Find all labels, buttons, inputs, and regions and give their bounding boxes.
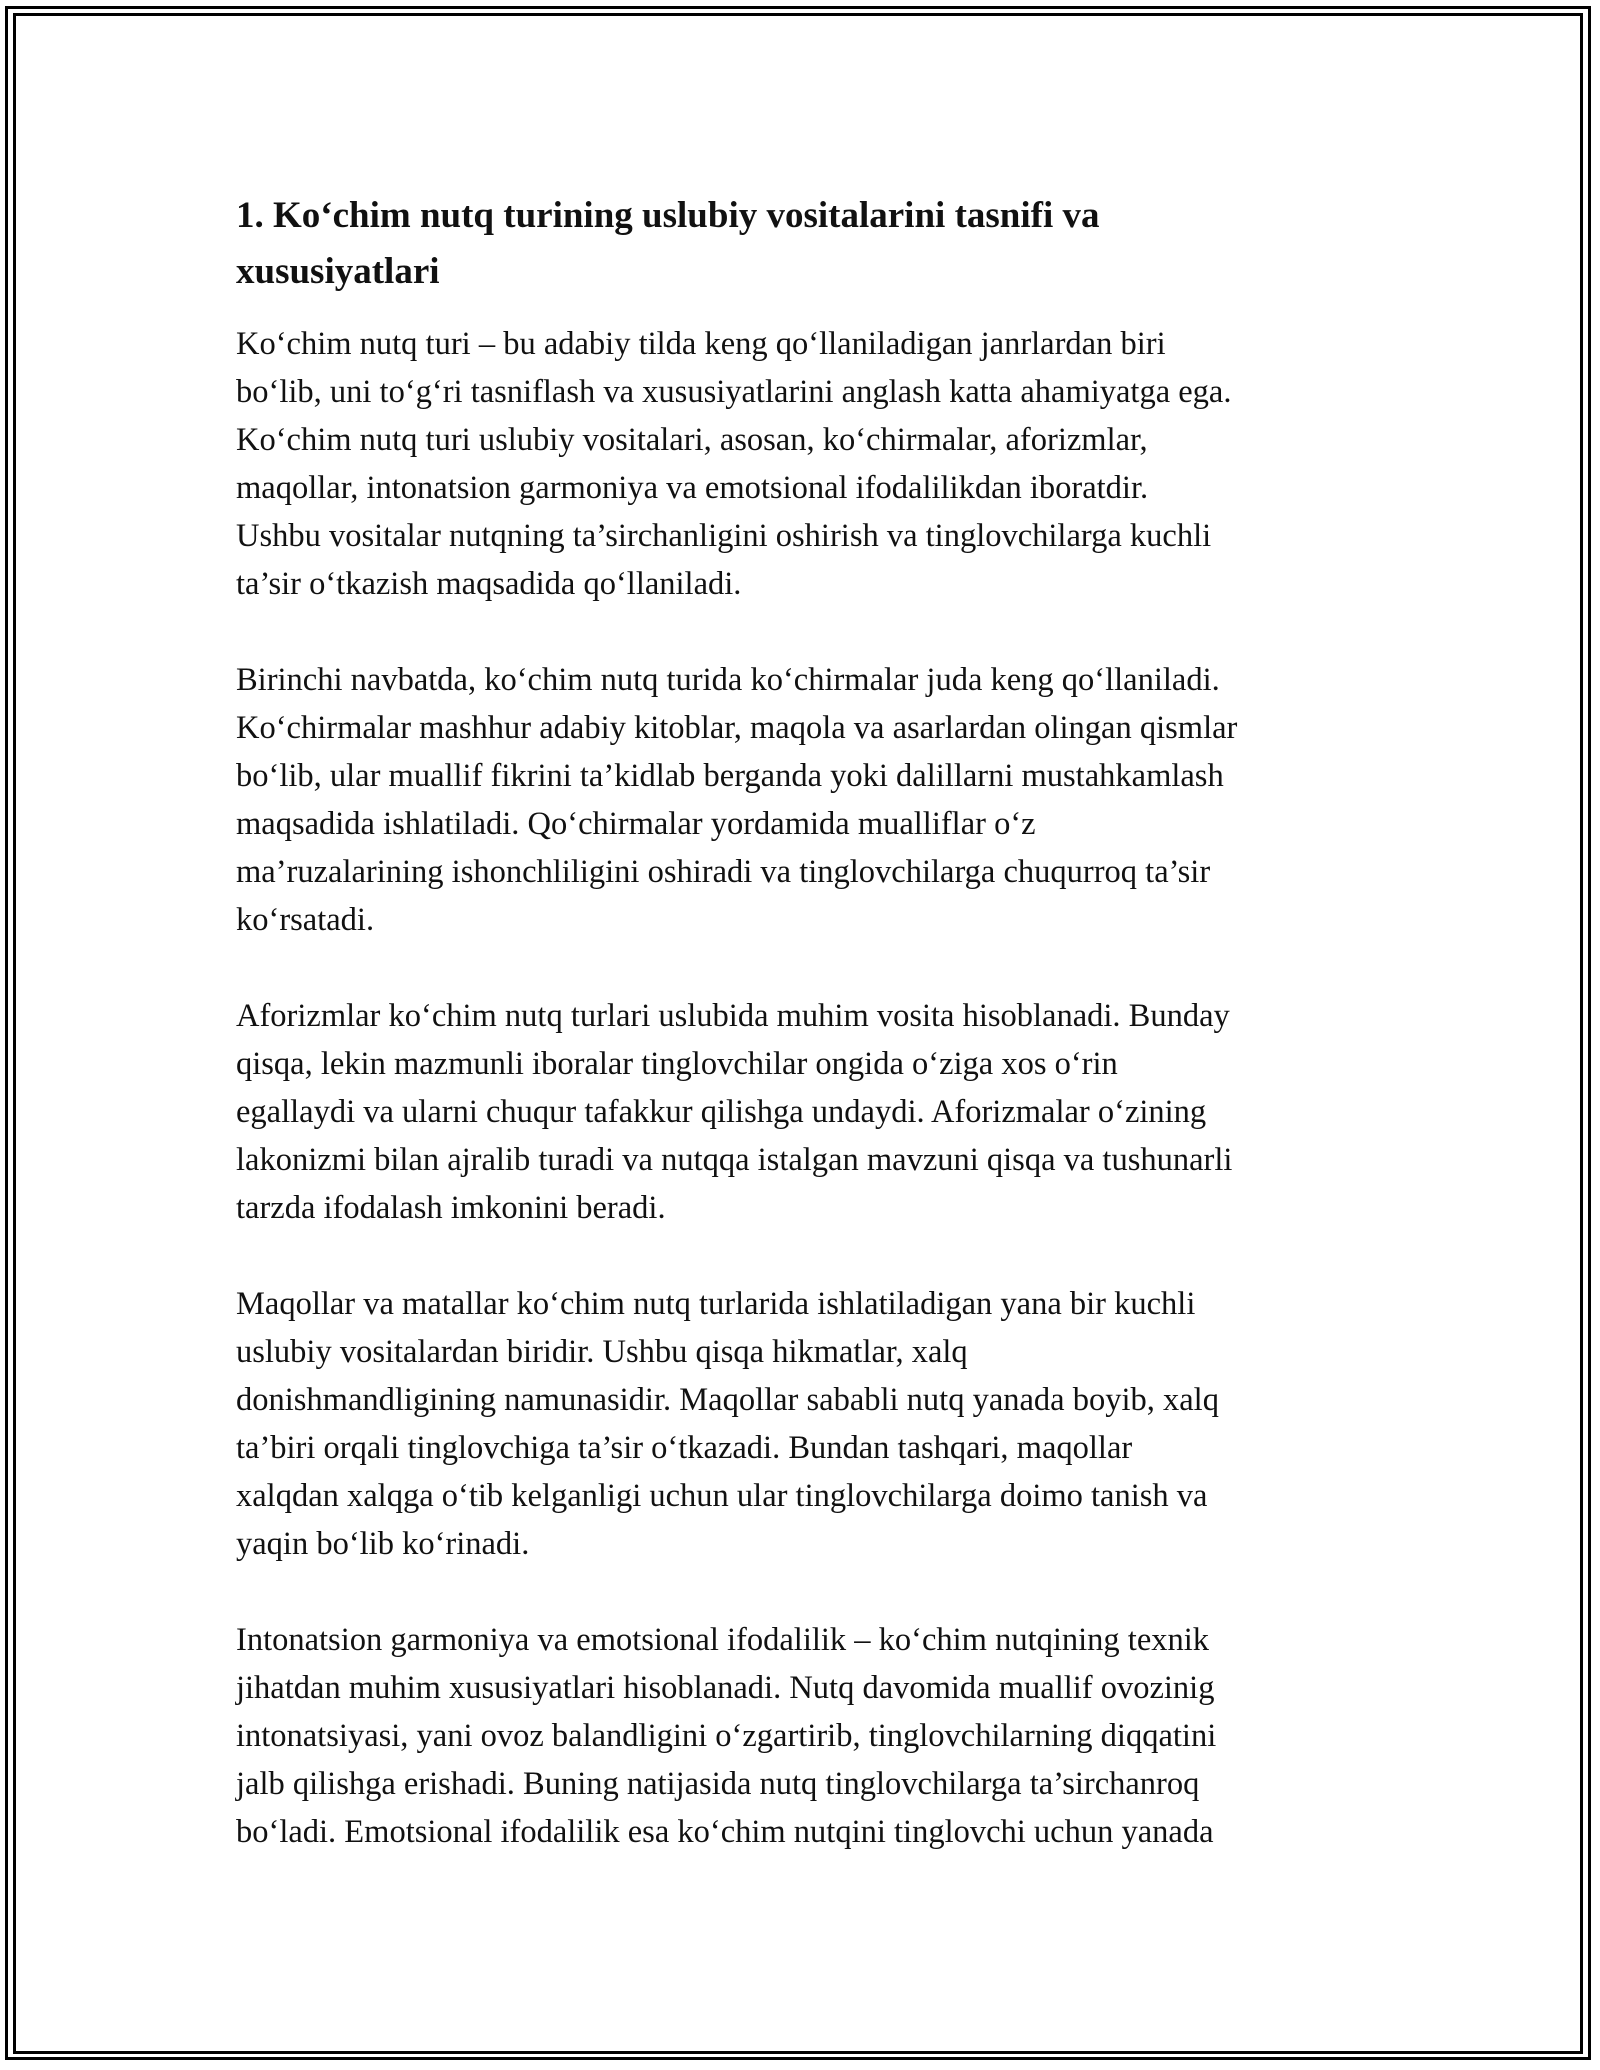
text-line: uslubiy vositalardan biridir. Ushbu qisqa hikmatlar, xalq bbox=[236, 1334, 968, 1370]
text-line: bo‘lib, uni to‘g‘ri tasniflash va xususiyatlarini anglash katta ahamiyatga ega. bbox=[236, 374, 1232, 410]
paragraph-quotations bbox=[236, 656, 1376, 944]
text-line: Ko‘chim nutq turi uslubiy vositalari, asosan, ko‘chirmalar, aforizmlar, bbox=[236, 422, 1148, 458]
text-line: bo‘ladi. Emotsional ifodalilik esa ko‘chim nutqini tinglovchi uchun yanada bbox=[236, 1814, 1214, 1850]
paragraph-proverbs bbox=[236, 1280, 1376, 1568]
text-line: ta’sir o‘tkazish maqsadida qo‘llaniladi. bbox=[236, 566, 742, 602]
text-line: Aforizmlar ko‘chim nutq turlari uslubida muhim vosita hisoblanadi. Bunday bbox=[236, 998, 1230, 1034]
text-line: Birinchi navbatda, ko‘chim nutq turida ko‘chirmalar juda keng qo‘llaniladi. bbox=[236, 662, 1220, 698]
paragraph-aphorisms bbox=[236, 992, 1376, 1232]
text-line: maqollar, intonatsion garmoniya va emotsional ifodalilikdan iboratdir. bbox=[236, 470, 1149, 506]
text-line: Ko‘chim nutq turi – bu adabiy tilda keng qo‘llaniladigan janrlardan biri bbox=[236, 326, 1166, 362]
text-line: xalqdan xalqga o‘tib kelganligi uchun ular tinglovchilarga doimo tanish va bbox=[236, 1478, 1208, 1514]
section-heading bbox=[236, 188, 1376, 300]
text-line: Maqollar va matallar ko‘chim nutq turlarida ishlatiladigan yana bir kuchli bbox=[236, 1286, 1196, 1322]
text-line: lakonizmi bilan ajralib turadi va nutqqa istalgan mavzuni qisqa va tushunarli bbox=[236, 1142, 1233, 1178]
text-line: yaqin bo‘lib ko‘rinadi. bbox=[236, 1526, 530, 1562]
text-line: jihatdan muhim xususiyatlari hisoblanadi. Nutq davomida muallif ovozinig bbox=[236, 1670, 1215, 1706]
text-line: qisqa, lekin mazmunli iboralar tinglovchilar ongida o‘ziga xos o‘rin bbox=[236, 1046, 1118, 1082]
text-line: maqsadida ishlatiladi. Qo‘chirmalar yordamida mualliflar o‘z bbox=[236, 806, 1036, 842]
text-line: ma’ruzalarining ishonchliligini oshiradi va tinglovchilarga chuqurroq ta’sir bbox=[236, 854, 1211, 890]
paragraph-intonation bbox=[236, 1616, 1376, 1856]
text-line: egallaydi va ularni chuqur tafakkur qilishga undaydi. Aforizmalar o‘zining bbox=[236, 1094, 1207, 1130]
text-line: bo‘lib, ular muallif fikrini ta’kidlab berganda yoki dalillarni mustahkamlash bbox=[236, 758, 1224, 794]
text-line: Intonatsion garmoniya va emotsional ifodalilik – ko‘chim nutqining texnik bbox=[236, 1622, 1210, 1658]
document-page bbox=[236, 188, 1376, 1904]
text-line: Ko‘chirmalar mashhur adabiy kitoblar, maqola va asarlardan olingan qismlar bbox=[236, 710, 1238, 746]
text-line: tarzda ifodalash imkonini beradi. bbox=[236, 1190, 666, 1226]
text-line: ta’biri orqali tinglovchiga ta’sir o‘tkazadi. Bundan tashqari, maqollar bbox=[236, 1430, 1133, 1466]
heading-line: xususiyatlari bbox=[236, 251, 440, 292]
heading-line: 1. Ko‘chim nutq turining uslubiy vositalarini tasnifi va bbox=[236, 195, 1100, 236]
text-line: donishmandligining namunasidir. Maqollar sababli nutq yanada boyib, xalq bbox=[236, 1382, 1219, 1418]
paragraph-intro bbox=[236, 320, 1376, 608]
text-line: ko‘rsatadi. bbox=[236, 902, 375, 938]
text-line: intonatsiyasi, yani ovoz balandligini o‘zgartirib, tinglovchilarning diqqatini bbox=[236, 1718, 1217, 1754]
text-line: Ushbu vositalar nutqning ta’sirchanligini oshirish va tinglovchilarga kuchli bbox=[236, 518, 1212, 554]
text-line: jalb qilishga erishadi. Buning natijasida nutq tinglovchilarga ta’sirchanroq bbox=[236, 1766, 1200, 1802]
